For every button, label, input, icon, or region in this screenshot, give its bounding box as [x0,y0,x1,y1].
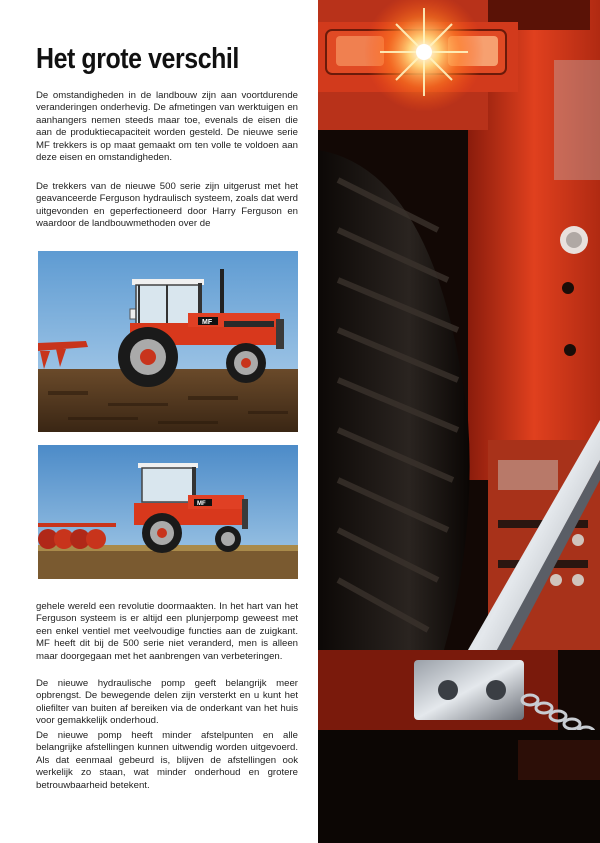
mf-badge: MF [202,319,213,326]
paragraph-ferguson-system: gehele wereld een revolutie doormaakten. In het hart van het Ferguson systeem is er altijd een plunjerpomp geweest met een enkel ventiel met veelvoudige functies aan de zuigkant. MF heeft dit bij de 500 serie niet veranderd, men is alleen maar doorgegaan met het aanbrengen van verbeteringen. [36,601,298,662]
tractor-closeup-photo [318,0,600,843]
paragraph-hydraulic-pump: De nieuwe hydraulische pomp geeft belangrijk meer opbrengst. De bewegende delen zijn versterkt en u kunt het oliefilter van buiten af bereiken via de onderkant van het huis voor gemakkelijk onderhoud. [36,678,298,727]
paragraph-adjustments: De nieuwe pomp heeft minder afstelpunten en alle belangrijke afstellingen kunnen uitwendig worden uitgevoerd. Als dat eenmaal gebeurd is, blijven de afstellingen ook werkelijk zo staan, wat minder onderhoud en grotere betrouwbaarheid betekent. [36,730,298,791]
mf-badge: MF [197,501,206,507]
tractor-disc-harrow-photo [38,445,298,579]
paragraph-500-series: De trekkers van de nieuwe 500 serie zijn uitgerust met het geavanceerde Ferguson hydraulisch systeem, zoals dat werd uitgevonden en geperfectioneerd door Harry Ferguson en waardoor de landbouwmethoden over de [36,181,298,230]
tractor-plough-photo [38,251,298,432]
paragraph-intro: De omstandigheden in de landbouw zijn aan voortdurende veranderingen onderhevig. De afmetingen van werktuigen en aanhangers nemen steeds maar toe, evenals de eisen die aan de produktiecapaciteit worden gesteld. De nieuwe serie MF trekkers is op maat gemaakt om ten volle te voldoen aan deze eisen en omstandigheden. [36,90,298,164]
page-title: Het grote verschil [36,43,239,75]
